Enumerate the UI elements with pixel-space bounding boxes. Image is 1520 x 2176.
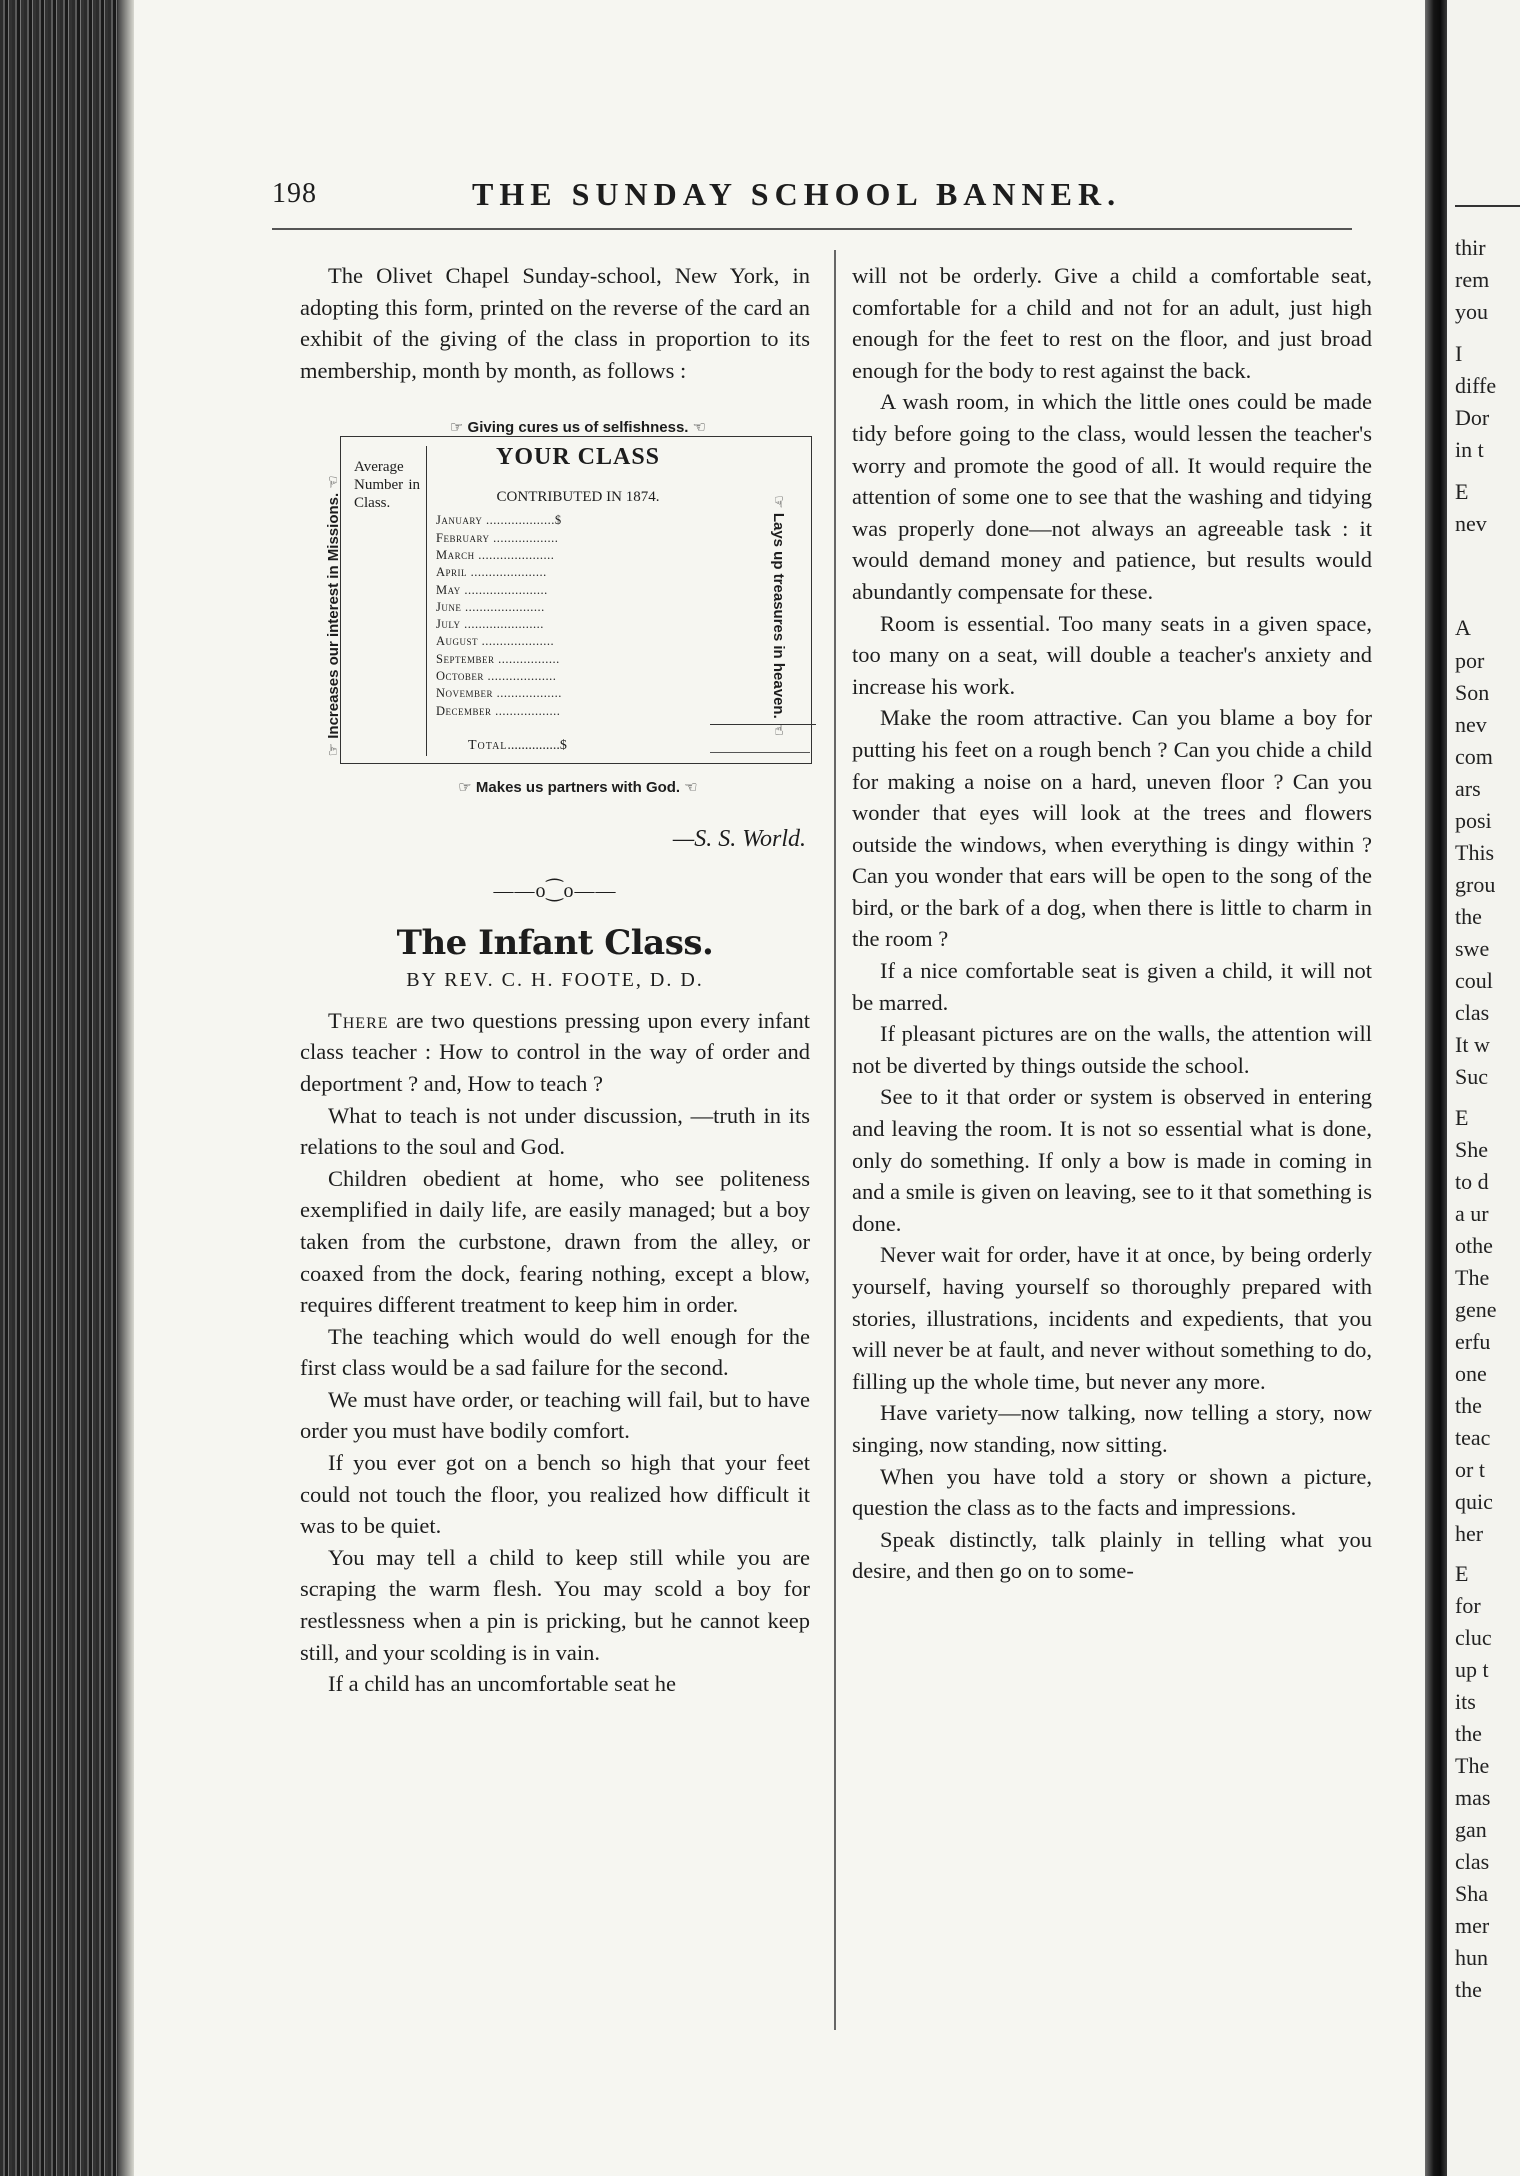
- right-motto-text: Lays up treasures in heaven.: [769, 513, 787, 720]
- facing-page-fragment: its: [1455, 1689, 1476, 1714]
- facing-page-fragment: quic: [1455, 1489, 1493, 1514]
- bottom-motto-text: Makes us partners with God.: [475, 779, 681, 797]
- facing-page-fragment: to d: [1455, 1169, 1489, 1194]
- month-row: [436, 703, 726, 720]
- intro-paragraph: The Olivet Chapel Sunday-school, New York, in adopting this form, printed on the reverse of the card an exhibit of the giving of the class in proportion to its membership, month by month, as follows :: [300, 263, 810, 383]
- facing-page-fragment: her: [1455, 1521, 1484, 1546]
- left-motto-text: Increases our interest in Missions.: [325, 493, 343, 740]
- drop-first-word: There: [328, 1007, 389, 1033]
- facing-page-fragment: the: [1455, 904, 1482, 929]
- left-column: [300, 260, 810, 1700]
- article-first-paragraph: [300, 1005, 810, 1100]
- left-paragraph: The teaching which would do well enough for the first class would be a sad failure for the second.: [300, 1323, 810, 1381]
- right-paragraph: When you have told a story or shown a picture, question the class as to the facts and impressions.: [852, 1463, 1372, 1521]
- page-number: 198: [272, 178, 317, 209]
- total-rule: [710, 724, 816, 725]
- class-contribution-card: [318, 412, 798, 820]
- month-label: April: [436, 565, 468, 580]
- top-motto-text: Giving cures us of selfishness.: [467, 419, 689, 437]
- facing-page-fragment: grou: [1455, 872, 1496, 897]
- month-label: January: [436, 513, 483, 528]
- right-paragraph: Room is essential. Too many seats in a given space, too many on a seat, will double a teacher's anxiety and increase his work.: [852, 610, 1372, 699]
- facing-page-fragment: the: [1455, 1977, 1482, 2002]
- dot-leader: ..................: [493, 686, 562, 701]
- facing-page: [1447, 0, 1520, 2176]
- month-list: [436, 512, 726, 720]
- facing-page-fragment: I: [1455, 341, 1463, 366]
- dot-leader: ..................: [491, 703, 561, 718]
- book-gutter: [1425, 0, 1447, 2176]
- page-header: [272, 178, 1352, 218]
- continuation-paragraph: will not be orderly. Give a child a comfortable seat, comfortable for a child and not for an adult, just high enough for the feet to rest on the floor, and just broad enough for the body to rest against the back.: [852, 263, 1372, 383]
- month-row: [436, 512, 726, 529]
- total-underline: [710, 752, 810, 753]
- month-row: [436, 564, 726, 581]
- facing-page-fragment: one: [1455, 1361, 1487, 1386]
- left-paragraphs: [300, 1100, 810, 1700]
- card-inner-divider: [426, 446, 427, 756]
- book-edge-left: [0, 0, 134, 2176]
- left-paragraph: If a child has an uncomfortable seat he: [328, 1671, 676, 1697]
- card-subtitle: CONTRIBUTED IN 1874.: [496, 489, 660, 506]
- right-paragraphs: [852, 386, 1372, 1587]
- facing-page-fragment: Son: [1455, 680, 1490, 705]
- right-paragraph: See to it that order or system is observed in entering and leaving the room. It is not so essential what is done, only do something. If only a bow is made in coming in and a smile is given on leaving, see to it that something is done.: [852, 1084, 1372, 1236]
- dot-leader: .....................: [474, 547, 555, 562]
- facing-page-fragment: The: [1455, 1265, 1490, 1290]
- dot-leader: .....................: [467, 565, 547, 580]
- total-currency: $: [559, 738, 567, 754]
- facing-page-fragment: othe: [1455, 1233, 1493, 1258]
- facing-page-fragment: thir: [1455, 235, 1486, 260]
- right-paragraph: If pleasant pictures are on the walls, the attention will not be diverted by things outside the school.: [852, 1021, 1372, 1078]
- facing-page-fragment: hun: [1455, 1945, 1488, 1970]
- left-paragraph: If you ever got on a bench so high that your feet could not touch the floor, you realized how difficult it was to be quiet.: [300, 1450, 810, 1539]
- month-row: [436, 651, 726, 668]
- facing-page-fragment: in t: [1455, 437, 1484, 462]
- right-paragraph: Make the room attractive. Can you blame a boy for putting his feet on a rough bench ? Can you chide a child for making a noise on a hard, uneven floor ? Can you wonder that eyes will look at the trees and flowers outside the windows, when everything is dingy within ? Can you wonder that ears will be open to the song of the bird, or the bark of a dog, when there is little to charm in the room ?: [852, 705, 1372, 952]
- month-row: [436, 668, 726, 685]
- article-title: The Infant Class.: [396, 922, 714, 963]
- facing-page-fragment: for: [1455, 1593, 1481, 1618]
- facing-page-fragment: Suc: [1455, 1064, 1488, 1089]
- facing-page-fragment: mas: [1455, 1785, 1491, 1810]
- running-title: THE SUNDAY SCHOOL BANNER.: [472, 176, 1122, 212]
- facing-page-fragment: rem: [1455, 267, 1490, 292]
- facing-page-fragment: Sha: [1455, 1881, 1488, 1906]
- facing-page-fragment: Dor: [1455, 405, 1490, 430]
- right-paragraph: Never wait for order, have it at once, by being orderly yourself, having yourself so thoroughly prepared with stories, illustrations, incidents and expedients, that you will never be at fault, and never without something to do, filling up the whole time, but never any more.: [852, 1242, 1372, 1394]
- month-label: October: [436, 669, 484, 684]
- facing-page-fragment: clas: [1455, 1000, 1490, 1025]
- facing-page-fragment: This: [1455, 840, 1495, 865]
- dot-leader: ......................: [461, 599, 545, 614]
- dot-leader: ...................: [483, 669, 557, 684]
- facing-page-fragment: up t: [1455, 1657, 1489, 1682]
- total-label: Total: [468, 738, 508, 754]
- facing-page-fragment: com: [1455, 744, 1493, 769]
- facing-page-fragment: diffe: [1455, 373, 1497, 398]
- facing-page-fragment: E: [1455, 1105, 1469, 1130]
- month-label: June: [436, 599, 462, 614]
- facing-page-fragment: coul: [1455, 968, 1493, 993]
- month-label: February: [436, 530, 490, 545]
- card-bottom-motto: ☞ Makes us partners with God. ☜: [458, 779, 698, 797]
- card-right-motto: ☞ Lays up treasures in heaven. ☜: [769, 495, 787, 737]
- facing-page-fragment: A: [1455, 615, 1471, 640]
- facing-page-fragment: E: [1455, 479, 1469, 504]
- facing-page-fragment: or t: [1455, 1457, 1485, 1482]
- source-attribution: —S. S. World.: [672, 826, 806, 853]
- month-row: [436, 633, 726, 650]
- month-row: [436, 599, 726, 616]
- right-paragraph: Have variety—now talking, now telling a story, now singing, now standing, now sitting.: [852, 1400, 1372, 1457]
- dot-leader: ....................: [478, 634, 555, 649]
- left-paragraph: You may tell a child to keep still while you are scraping the warm flesh. You may scold a boy for restlessness when a pin is pricking, but he cannot keep still, and your scolding is in vain.: [300, 1544, 810, 1665]
- total-row: Total...............$: [468, 738, 567, 754]
- month-row: [436, 582, 726, 599]
- dot-leader: .......................: [460, 582, 548, 597]
- right-paragraph: A wash room, in which the little ones could be made tidy before going to the class, would lessen the teacher's worry and promote the good of all. It would require the attention of some one to see that the washing and tidying was properly done—not always an agreeable task : it would demand money and patience, but results would abundantly compensate for these.: [852, 389, 1372, 604]
- right-column: [852, 260, 1372, 1587]
- month-currency: $: [554, 513, 562, 528]
- facing-page-fragment: E: [1455, 1561, 1469, 1586]
- month-row: [436, 547, 726, 564]
- month-row: [436, 530, 726, 547]
- card-top-motto: ☞ Giving cures us of selfishness. ☜: [449, 419, 707, 437]
- month-label: March: [436, 547, 475, 562]
- header-rule: [272, 228, 1352, 230]
- facing-page-fragment: nev: [1455, 712, 1487, 737]
- facing-page-fragment: teac: [1455, 1425, 1491, 1450]
- left-paragraph: What to teach is not under discussion, —truth in its relations to the soul and God.: [300, 1102, 810, 1160]
- facing-page-fragment: The: [1455, 1753, 1490, 1778]
- facing-page-fragment: It w: [1455, 1032, 1490, 1057]
- facing-page-fragment: you: [1455, 299, 1488, 324]
- facing-page-fragment: the: [1455, 1721, 1482, 1746]
- left-paragraph: Children obedient at home, who see politeness exemplified in daily life, are easily managed; but a boy taken from the curbstone, drawn from the alley, or coaxed from the dock, fearing nothing, except a blow, requires different treatment to keep him in order.: [300, 1165, 810, 1318]
- facing-page-fragment: ars: [1455, 776, 1481, 801]
- facing-page-fragment: cluc: [1455, 1625, 1492, 1650]
- month-label: November: [436, 686, 494, 701]
- facing-page-fragment: erfu: [1455, 1329, 1491, 1354]
- card-title: YOUR CLASS: [495, 444, 661, 471]
- month-label: December: [436, 703, 492, 718]
- average-number-label: Average Number in Class.: [354, 459, 420, 512]
- facing-page-fragment: gan: [1455, 1817, 1487, 1842]
- facing-page-fragment: por: [1455, 648, 1485, 673]
- facing-page-fragment: She: [1455, 1137, 1488, 1162]
- byline: BY REV. C. H. FOOTE, D. D.: [406, 969, 704, 992]
- column-rule: [834, 250, 836, 2030]
- facing-page-fragment: gene: [1455, 1297, 1497, 1322]
- facing-page-fragment: swe: [1455, 936, 1490, 961]
- dot-leader: ......................: [460, 617, 544, 632]
- section-ornament: ——o⁐o——: [493, 879, 617, 902]
- right-paragraph: If a nice comfortable seat is given a child, it will not be marred.: [852, 958, 1372, 1015]
- dot-leader: .................: [494, 651, 560, 666]
- facing-page-fragment: a ur: [1455, 1201, 1489, 1226]
- facing-page-fragment: clas: [1455, 1849, 1490, 1874]
- month-label: August: [436, 634, 479, 649]
- month-label: May: [436, 582, 461, 597]
- right-paragraph: Speak distinctly, talk plainly in telling what you desire, and then go on to some-: [852, 1526, 1372, 1584]
- first-paragraph-text: are two questions pressing upon every infant class teacher : How to control in the way of order and deportment ? and, How to teach ?: [300, 1007, 810, 1096]
- month-row: [436, 685, 726, 702]
- facing-page-fragment: mer: [1455, 1913, 1490, 1938]
- facing-page-fragment: posi: [1455, 808, 1492, 833]
- month-row: [436, 616, 726, 633]
- month-label: September: [436, 651, 495, 666]
- left-paragraph: We must have order, or teaching will fail, but to have order you must have bodily comfort.: [300, 1386, 810, 1444]
- month-label: July: [436, 617, 461, 632]
- facing-page-fragment: nev: [1455, 511, 1487, 536]
- facing-page-fragment: the: [1455, 1393, 1482, 1418]
- facing-page-rule: [1455, 205, 1520, 207]
- dot-leader: ..................: [489, 530, 559, 545]
- dot-leader: ...................: [482, 513, 555, 528]
- card-left-motto: ☞ Increases our interest in Missions. ☜: [325, 475, 343, 757]
